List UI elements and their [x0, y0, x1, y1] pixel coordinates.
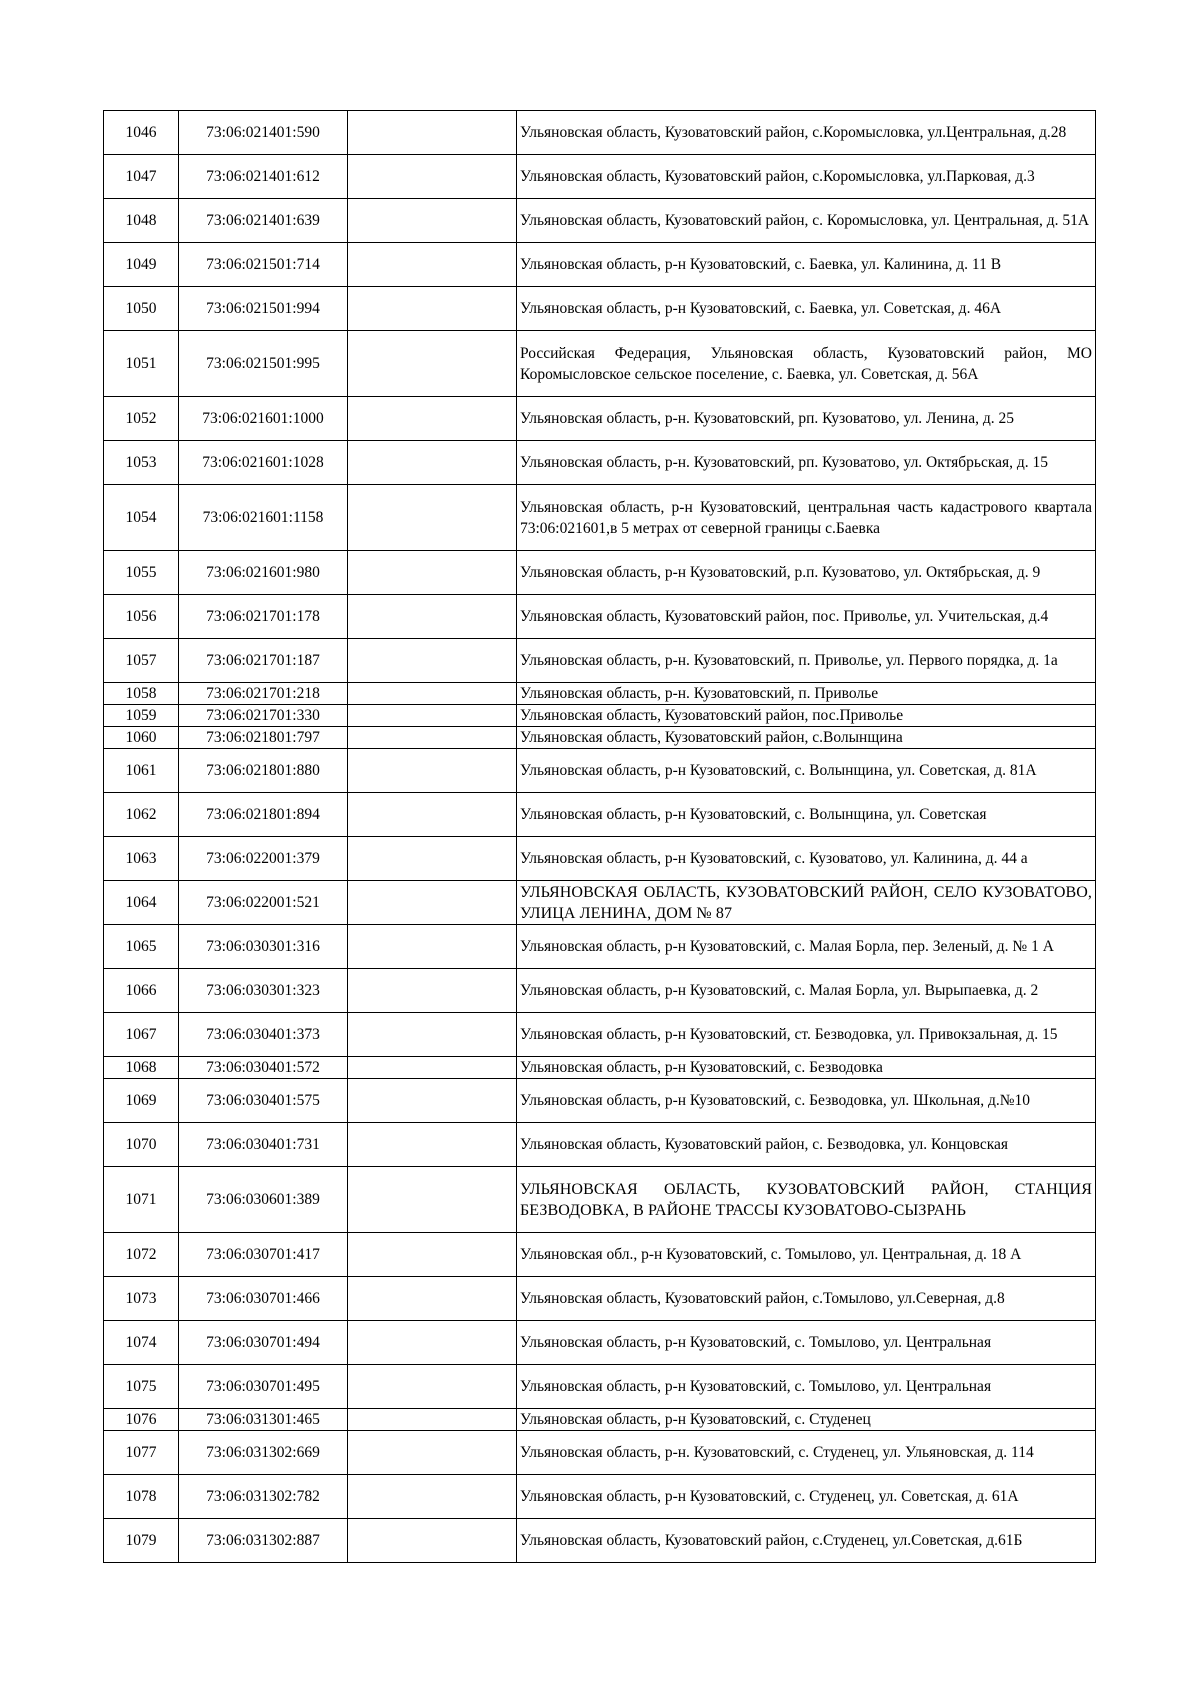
cadastral-number-cell: 73:06:021401:590 [179, 111, 348, 155]
address-cell: УЛЬЯНОВСКАЯ ОБЛАСТЬ, КУЗОВАТОВСКИЙ РАЙОН, СЕЛО КУЗОВАТОВО, УЛИЦА ЛЕНИНА, ДОМ № 87 [517, 881, 1096, 925]
cadastral-number-cell: 73:06:031302:669 [179, 1431, 348, 1475]
empty-cell [348, 243, 517, 287]
cadastral-number-cell: 73:06:030401:731 [179, 1123, 348, 1167]
row-number-cell: 1071 [104, 1167, 179, 1233]
empty-cell [348, 1277, 517, 1321]
row-number-cell: 1063 [104, 837, 179, 881]
empty-cell [348, 1321, 517, 1365]
empty-cell [348, 793, 517, 837]
row-number-cell: 1052 [104, 397, 179, 441]
cadastral-number-cell: 73:06:030301:323 [179, 969, 348, 1013]
table-row [104, 793, 1096, 837]
address-cell: Ульяновская область, р-н Кузоватовский, р.п. Кузоватово, ул. Октябрьская, д. 9 [517, 551, 1096, 595]
empty-cell [348, 749, 517, 793]
row-number-cell: 1053 [104, 441, 179, 485]
empty-cell [348, 287, 517, 331]
table-row [104, 111, 1096, 155]
address-cell: Ульяновская область, Кузоватовский район, с.Коромысловка, ул.Парковая, д.3 [517, 155, 1096, 199]
row-number-cell: 1054 [104, 485, 179, 551]
empty-cell [348, 639, 517, 683]
table-row [104, 969, 1096, 1013]
address-cell: Ульяновская область, р-н Кузоватовский, с. Безводовка, ул. Школьная, д.№10 [517, 1079, 1096, 1123]
row-number-cell: 1048 [104, 199, 179, 243]
empty-cell [348, 1013, 517, 1057]
table-row [104, 199, 1096, 243]
table-row [104, 639, 1096, 683]
row-number-cell: 1047 [104, 155, 179, 199]
cadastral-number-cell: 73:06:021601:1028 [179, 441, 348, 485]
address-cell: Ульяновская область, р-н Кузоватовский, с. Малая Борла, ул. Вырыпаевка, д. 2 [517, 969, 1096, 1013]
row-number-cell: 1079 [104, 1519, 179, 1563]
address-cell: Ульяновская область, Кузоватовский район, пос.Приволье [517, 705, 1096, 727]
table-row [104, 331, 1096, 397]
row-number-cell: 1070 [104, 1123, 179, 1167]
property-registry-table [103, 110, 1096, 1563]
cadastral-number-cell: 73:06:021801:880 [179, 749, 348, 793]
row-number-cell: 1077 [104, 1431, 179, 1475]
address-cell: Ульяновская область, р-н Кузоватовский, с. Томылово, ул. Центральная [517, 1321, 1096, 1365]
table-row [104, 595, 1096, 639]
row-number-cell: 1060 [104, 727, 179, 749]
row-number-cell: 1073 [104, 1277, 179, 1321]
empty-cell [348, 331, 517, 397]
row-number-cell: 1057 [104, 639, 179, 683]
address-cell: Ульяновская область, Кузоватовский район, с.Томылово, ул.Северная, д.8 [517, 1277, 1096, 1321]
address-cell: Ульяновская область, р-н Кузоватовский, центральная часть кадастрового квартала 73:06:021601,в 5 метрах от северной границы с.Баевка [517, 485, 1096, 551]
address-cell: Ульяновская область, р-н Кузоватовский, с. Кузоватово, ул. Калинина, д. 44 а [517, 837, 1096, 881]
empty-cell [348, 1409, 517, 1431]
empty-cell [348, 111, 517, 155]
row-number-cell: 1069 [104, 1079, 179, 1123]
empty-cell [348, 155, 517, 199]
address-cell: Ульяновская область, р-н Кузоватовский, с. Баевка, ул. Калинина, д. 11 В [517, 243, 1096, 287]
cadastral-number-cell: 73:06:031302:887 [179, 1519, 348, 1563]
row-number-cell: 1051 [104, 331, 179, 397]
empty-cell [348, 1057, 517, 1079]
table-row [104, 1167, 1096, 1233]
table-row [104, 1123, 1096, 1167]
table-row [104, 1013, 1096, 1057]
table-row [104, 287, 1096, 331]
cadastral-number-cell: 73:06:022001:521 [179, 881, 348, 925]
row-number-cell: 1078 [104, 1475, 179, 1519]
address-cell: Ульяновская обл., р-н Кузоватовский, с. Томылово, ул. Центральная, д. 18 А [517, 1233, 1096, 1277]
address-cell: Российская Федерация, Ульяновская область, Кузоватовский район, МО Коромысловское сельское поселение, с. Баевка, ул. Советская, д. 56А [517, 331, 1096, 397]
address-cell: Ульяновская область, р-н. Кузоватовский, с. Студенец, ул. Ульяновская, д. 114 [517, 1431, 1096, 1475]
cadastral-number-cell: 73:06:021601:980 [179, 551, 348, 595]
cadastral-number-cell: 73:06:030701:495 [179, 1365, 348, 1409]
table-row [104, 1233, 1096, 1277]
table-row [104, 155, 1096, 199]
table-row [104, 1409, 1096, 1431]
address-cell: Ульяновская область, р-н Кузоватовский, с. Баевка, ул. Советская, д. 46А [517, 287, 1096, 331]
cadastral-number-cell: 73:06:021801:894 [179, 793, 348, 837]
address-cell: Ульяновская область, р-н Кузоватовский, с. Безводовка [517, 1057, 1096, 1079]
row-number-cell: 1068 [104, 1057, 179, 1079]
cadastral-number-cell: 73:06:021401:639 [179, 199, 348, 243]
cadastral-number-cell: 73:06:030601:389 [179, 1167, 348, 1233]
address-cell: Ульяновская область, Кузоватовский район, с.Волынщина [517, 727, 1096, 749]
empty-cell [348, 727, 517, 749]
table-row [104, 1431, 1096, 1475]
address-cell: УЛЬЯНОВСКАЯ ОБЛАСТЬ, КУЗОВАТОВСКИЙ РАЙОН, СТАНЦИЯ БЕЗВОДОВКА, В РАЙОНЕ ТРАССЫ КУЗОВАТОВО-СЫЗРАНЬ [517, 1167, 1096, 1233]
cadastral-number-cell: 73:06:021501:995 [179, 331, 348, 397]
cadastral-number-cell: 73:06:021501:714 [179, 243, 348, 287]
empty-cell [348, 683, 517, 705]
cadastral-number-cell: 73:06:021701:330 [179, 705, 348, 727]
row-number-cell: 1049 [104, 243, 179, 287]
empty-cell [348, 881, 517, 925]
table-row [104, 485, 1096, 551]
table-row [104, 705, 1096, 727]
empty-cell [348, 1167, 517, 1233]
table-row [104, 397, 1096, 441]
address-cell: Ульяновская область, Кузоватовский район, с.Коромысловка, ул.Центральная, д.28 [517, 111, 1096, 155]
cadastral-number-cell: 73:06:030301:316 [179, 925, 348, 969]
empty-cell [348, 199, 517, 243]
empty-cell [348, 1123, 517, 1167]
cadastral-number-cell: 73:06:030701:494 [179, 1321, 348, 1365]
empty-cell [348, 551, 517, 595]
row-number-cell: 1074 [104, 1321, 179, 1365]
cadastral-number-cell: 73:06:021501:994 [179, 287, 348, 331]
empty-cell [348, 969, 517, 1013]
empty-cell [348, 705, 517, 727]
table-row [104, 243, 1096, 287]
row-number-cell: 1056 [104, 595, 179, 639]
address-cell: Ульяновская область, р-н Кузоватовский, с. Студенец, ул. Советская, д. 61А [517, 1475, 1096, 1519]
empty-cell [348, 397, 517, 441]
empty-cell [348, 1365, 517, 1409]
table-row [104, 441, 1096, 485]
cadastral-number-cell: 73:06:021601:1000 [179, 397, 348, 441]
cadastral-number-cell: 73:06:021401:612 [179, 155, 348, 199]
table-row [104, 1365, 1096, 1409]
row-number-cell: 1050 [104, 287, 179, 331]
address-cell: Ульяновская область, Кузоватовский район, пос. Приволье, ул. Учительская, д.4 [517, 595, 1096, 639]
cadastral-number-cell: 73:06:030401:572 [179, 1057, 348, 1079]
address-cell: Ульяновская область, р-н Кузоватовский, с. Волынщина, ул. Советская [517, 793, 1096, 837]
row-number-cell: 1066 [104, 969, 179, 1013]
cadastral-number-cell: 73:06:021801:797 [179, 727, 348, 749]
row-number-cell: 1064 [104, 881, 179, 925]
address-cell: Ульяновская область, р-н. Кузоватовский, п. Приволье, ул. Первого порядка, д. 1а [517, 639, 1096, 683]
row-number-cell: 1076 [104, 1409, 179, 1431]
cadastral-number-cell: 73:06:021701:218 [179, 683, 348, 705]
cadastral-number-cell: 73:06:030401:575 [179, 1079, 348, 1123]
table-row [104, 551, 1096, 595]
empty-cell [348, 595, 517, 639]
cadastral-number-cell: 73:06:030701:466 [179, 1277, 348, 1321]
row-number-cell: 1059 [104, 705, 179, 727]
address-cell: Ульяновская область, Кузоватовский район, с.Студенец, ул.Советская, д.61Б [517, 1519, 1096, 1563]
address-cell: Ульяновская область, р-н Кузоватовский, с. Волынщина, ул. Советская, д. 81А [517, 749, 1096, 793]
row-number-cell: 1046 [104, 111, 179, 155]
table-row [104, 925, 1096, 969]
registry-table-body [104, 111, 1096, 1563]
row-number-cell: 1075 [104, 1365, 179, 1409]
empty-cell [348, 925, 517, 969]
address-cell: Ульяновская область, р-н Кузоватовский, ст. Безводовка, ул. Привокзальная, д. 15 [517, 1013, 1096, 1057]
table-row [104, 727, 1096, 749]
cadastral-number-cell: 73:06:021701:178 [179, 595, 348, 639]
address-cell: Ульяновская область, Кузоватовский район, с. Коромысловка, ул. Центральная, д. 51А [517, 199, 1096, 243]
empty-cell [348, 1431, 517, 1475]
empty-cell [348, 837, 517, 881]
cadastral-number-cell: 73:06:021601:1158 [179, 485, 348, 551]
table-row [104, 881, 1096, 925]
address-cell: Ульяновская область, р-н. Кузоватовский, рп. Кузоватово, ул. Октябрьская, д. 15 [517, 441, 1096, 485]
table-row [104, 1277, 1096, 1321]
address-cell: Ульяновская область, р-н Кузоватовский, с. Томылово, ул. Центральная [517, 1365, 1096, 1409]
table-row [104, 1519, 1096, 1563]
empty-cell [348, 1079, 517, 1123]
cadastral-number-cell: 73:06:022001:379 [179, 837, 348, 881]
table-row [104, 683, 1096, 705]
cadastral-number-cell: 73:06:030701:417 [179, 1233, 348, 1277]
row-number-cell: 1067 [104, 1013, 179, 1057]
row-number-cell: 1055 [104, 551, 179, 595]
table-row [104, 749, 1096, 793]
table-row [104, 837, 1096, 881]
empty-cell [348, 441, 517, 485]
address-cell: Ульяновская область, р-н Кузоватовский, с. Малая Борла, пер. Зеленый, д. № 1 А [517, 925, 1096, 969]
row-number-cell: 1072 [104, 1233, 179, 1277]
row-number-cell: 1058 [104, 683, 179, 705]
empty-cell [348, 485, 517, 551]
address-cell: Ульяновская область, р-н Кузоватовский, с. Студенец [517, 1409, 1096, 1431]
table-row [104, 1475, 1096, 1519]
empty-cell [348, 1475, 517, 1519]
document-page [103, 110, 1096, 1563]
empty-cell [348, 1233, 517, 1277]
empty-cell [348, 1519, 517, 1563]
address-cell: Ульяновская область, Кузоватовский район, с. Безводовка, ул. Концовская [517, 1123, 1096, 1167]
cadastral-number-cell: 73:06:021701:187 [179, 639, 348, 683]
table-row [104, 1321, 1096, 1365]
cadastral-number-cell: 73:06:031302:782 [179, 1475, 348, 1519]
row-number-cell: 1062 [104, 793, 179, 837]
row-number-cell: 1065 [104, 925, 179, 969]
address-cell: Ульяновская область, р-н. Кузоватовский, рп. Кузоватово, ул. Ленина, д. 25 [517, 397, 1096, 441]
address-cell: Ульяновская область, р-н. Кузоватовский, п. Приволье [517, 683, 1096, 705]
table-row [104, 1079, 1096, 1123]
cadastral-number-cell: 73:06:031301:465 [179, 1409, 348, 1431]
table-row [104, 1057, 1096, 1079]
cadastral-number-cell: 73:06:030401:373 [179, 1013, 348, 1057]
row-number-cell: 1061 [104, 749, 179, 793]
